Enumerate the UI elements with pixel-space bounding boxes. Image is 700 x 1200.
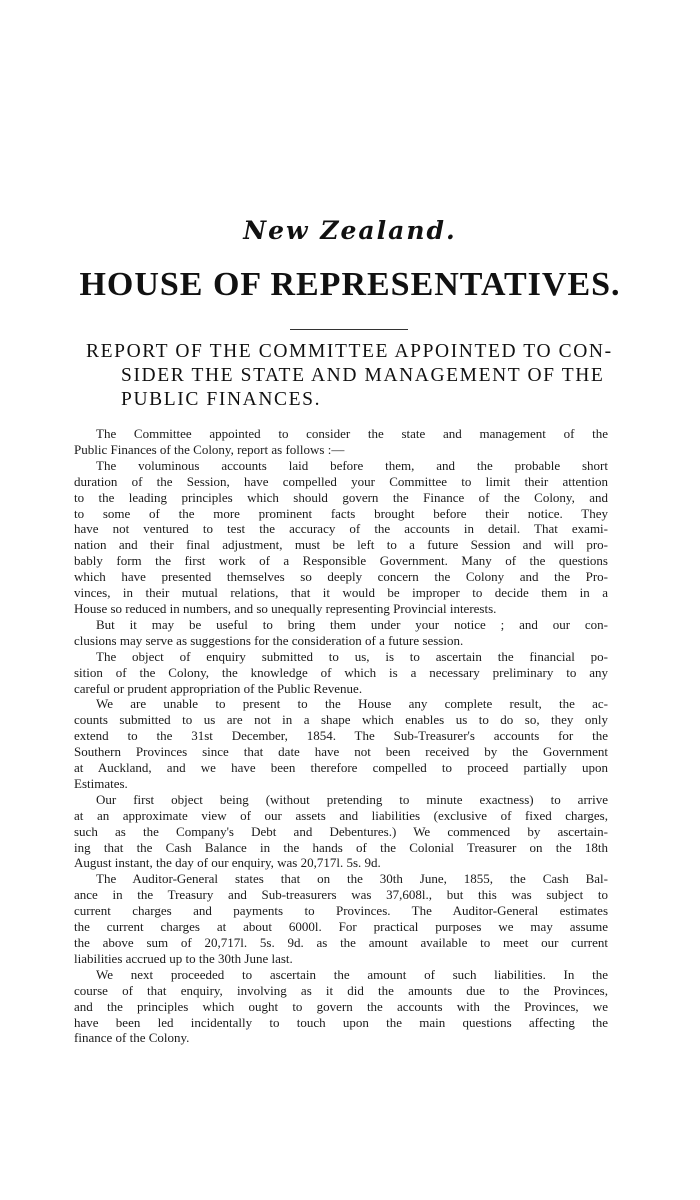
body-line: and the principles which ought to govern the accounts with the Provinces, we: [74, 998, 608, 1014]
body-line: House so reduced in numbers, and so unequally representing Provincial interests.: [74, 600, 497, 616]
body-line: at Auckland, and we have been therefore compelled to proceed partially upon: [74, 760, 608, 776]
house-heading: HOUSE OF REPRESENTATIVES.: [79, 266, 621, 303]
body-line: bably form the first work of a Responsible Government. Many of the questions: [74, 553, 608, 569]
body-line: careful or prudent appropriation of the Public Revenue.: [74, 680, 363, 696]
body-line: vinces, in their mutual relations, that it would be improper to decide them in a: [74, 585, 608, 601]
body-line: nation and their final adjustment, must be left to a future Session and will pro-: [74, 537, 608, 553]
body-line: extend to the 31st December, 1854. The Sub-Treasurer's accounts for the: [74, 728, 608, 744]
body-line: We next proceeded to ascertain the amount of such liabilities. In the: [96, 966, 608, 982]
divider-rule: [290, 329, 408, 330]
body-line: ance in the Treasury and Sub-treasurers was 37,608l., but this was subject to: [74, 887, 608, 903]
body-line: finance of the Colony.: [74, 1030, 190, 1046]
body-line: August instant, the day of our enquiry, was 20,717l. 5s. 9d.: [74, 855, 381, 871]
report-title-line: PUBLIC FINANCES.: [121, 389, 322, 410]
body-line: clusions may serve as suggestions for the consideration of a future session.: [74, 632, 464, 648]
body-line: at an approximate view of our assets and liabilities (exclusive of fixed charges,: [74, 807, 608, 823]
body-line: sition of the Colony, the knowledge of which is a necessary preliminary to any: [74, 664, 608, 680]
body-line: Estimates.: [74, 775, 128, 791]
body-line: the above sum of 20,717l. 5s. 9d. as the amount available to meet our current: [74, 935, 608, 950]
body-line: current charges and payments to Provinces. The Auditor-General estimates: [74, 903, 608, 919]
report-title-line: SIDER THE STATE AND MANAGEMENT OF THE: [121, 365, 605, 386]
body-line: The Committee appointed to consider the state and management of the: [96, 426, 608, 441]
body-line: Southern Provinces since that date have not been received by the Government: [74, 744, 608, 760]
report-title: [86, 340, 613, 412]
body-line: have not ventured to test the accuracy of the accounts in detail. That exami-: [74, 521, 608, 537]
body-line: Public Finances of the Colony, report as follows :—: [74, 441, 345, 457]
report-body: [74, 426, 608, 1046]
body-line: We are unable to present to the House any complete result, the ac-: [96, 696, 608, 712]
body-line: the current charges at about 6000l. For practical purposes we may assume: [74, 919, 608, 935]
body-line: have been led incidentally to touch upon the main questions affecting the: [74, 1014, 608, 1030]
body-line: liabilities accrued up to the 30th June last.: [74, 950, 293, 966]
masthead-title: New Zealand.: [243, 216, 457, 245]
body-line: such as the Company's Debt and Debentures.) We commenced by ascertain-: [74, 823, 608, 839]
body-line: The Auditor-General states that on the 30th June, 1855, the Cash Bal-: [96, 871, 608, 887]
body-line: duration of the Session, have compelled your Committee to limit their attention: [74, 473, 608, 489]
body-line: The voluminous accounts laid before them, and the probable short: [96, 457, 608, 473]
body-line: course of that enquiry, involving as it did the amounts due to the Provinces,: [74, 982, 608, 998]
body-line: ing that the Cash Balance in the hands of the Colonial Treasurer on the 18th: [74, 839, 608, 855]
body-line: counts submitted to us are not in a shape which enables us to do so, they only: [74, 712, 608, 728]
body-line: Our first object being (without pretending to minute exactness) to arrive: [96, 791, 608, 807]
body-line: which have presented themselves so deeply concern the Colony and the Pro-: [74, 569, 608, 585]
body-line: The object of enquiry submitted to us, is to ascertain the financial po-: [96, 648, 608, 664]
body-line: But it may be useful to bring them under your notice ; and our con-: [96, 616, 608, 632]
body-line: to the leading principles which should govern the Finance of the Colony, and: [74, 489, 608, 505]
body-line: to some of the more prominent facts brought before their notice. They: [74, 505, 608, 521]
report-title-line: REPORT OF THE COMMITTEE APPOINTED TO CON-: [86, 341, 613, 362]
